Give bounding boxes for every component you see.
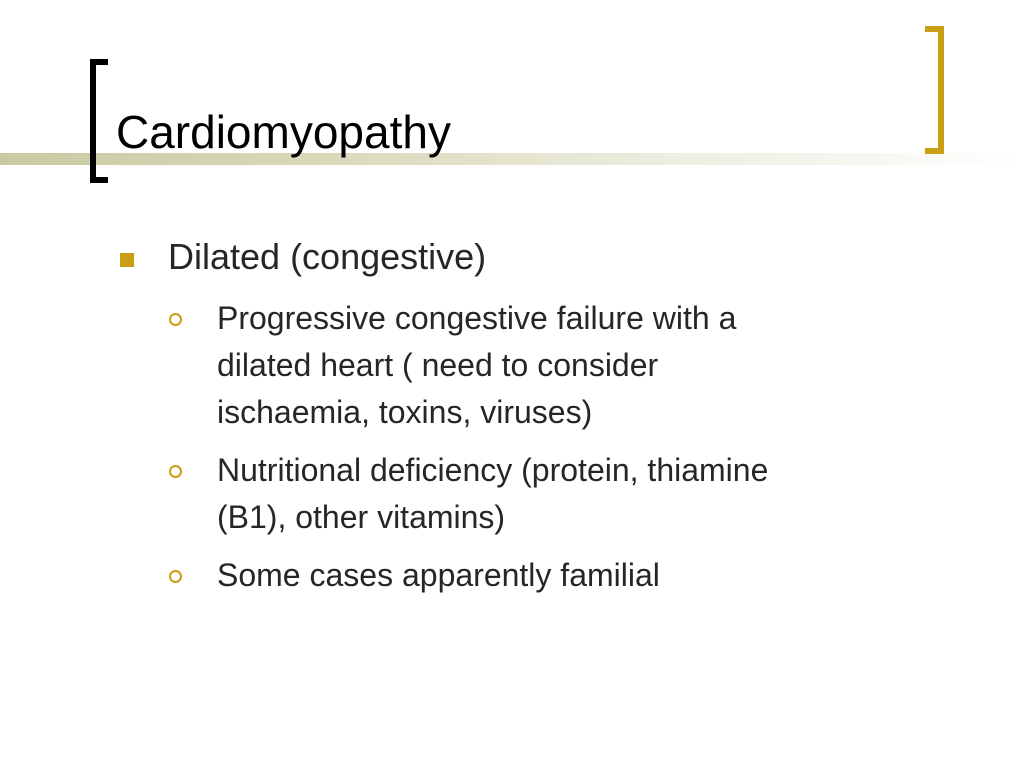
right-bracket-decoration [925,26,944,154]
subbullet-line: Some cases apparently familial [217,557,660,593]
left-bracket-decoration [90,59,108,183]
circle-bullet-icon [169,313,182,326]
subbullet-line: (B1), other vitamins) [217,499,506,535]
circle-bullet-icon [169,465,182,478]
subbullet-line: Nutritional deficiency (protein, thiamine [217,452,769,488]
subbullet-line: ischaemia, toxins, viruses) [217,394,593,430]
bullet-dilated: Dilated (congestive) [168,236,487,277]
slide-title: Cardiomyopathy [116,106,451,158]
square-bullet-icon [120,253,134,267]
subbullet-nutritional-deficiency [217,447,937,541]
subbullet-familial [217,552,937,599]
circle-bullet-icon [169,570,182,583]
subbullet-line: dilated heart ( need to consider [217,347,659,383]
subbullet-line: Progressive congestive failure with a [217,300,737,336]
subbullet-progressive-failure [217,295,937,436]
